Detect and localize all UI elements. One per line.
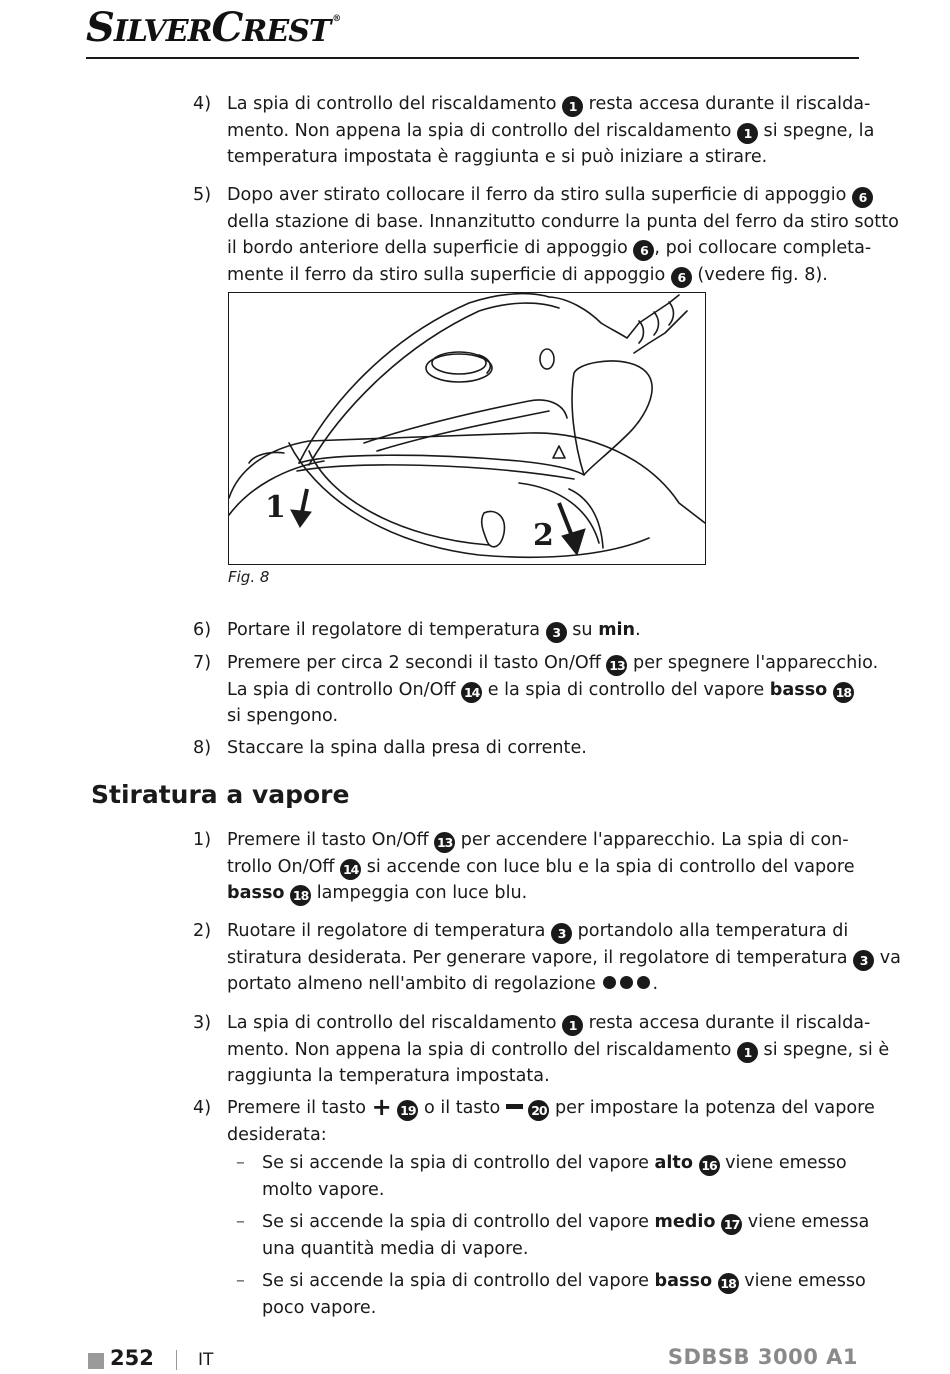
step-number: 1) [193, 830, 212, 850]
figure-caption: Fig. 8 [228, 568, 270, 586]
badge-1: 1 [737, 123, 758, 144]
step-number: 8) [193, 738, 212, 758]
logo-text: REST [242, 14, 331, 49]
badge-13: 13 [606, 655, 627, 676]
badge-1: 1 [562, 96, 583, 117]
step-text: Premere il tasto + 19 o il tasto 20 per impostare la potenza del vapore desiderata: [227, 1093, 875, 1145]
section-title: Stiratura a vapore [91, 780, 350, 809]
step-number: 4) [193, 1098, 212, 1118]
page-number: 252 [110, 1346, 154, 1370]
badge-16: 16 [699, 1155, 720, 1176]
logo-text: ILVER [113, 14, 212, 49]
step-text: La spia di controllo del riscaldamento 1 resta accesa durante il riscalda- mento. Non appena la spia di controllo del riscaldamento 1 si spegne, la temperatura impostata è raggiunta e si può iniziare a stirare. [227, 94, 875, 167]
badge-6: 6 [633, 240, 654, 261]
dash-bullet: – [236, 1153, 245, 1173]
logo-letter: C [211, 4, 243, 51]
registered-mark: ® [332, 14, 341, 24]
dash-bullet: – [236, 1271, 245, 1291]
badge-18: 18 [718, 1273, 739, 1294]
step-text: Portare il regolatore di temperatura 3 su min. [227, 617, 862, 644]
figure-iron-placement [228, 292, 706, 565]
badge-1: 1 [562, 1015, 583, 1036]
step-number: 4) [193, 94, 212, 114]
plus-icon: + [371, 1093, 392, 1121]
sub-item-text: Se si accende la spia di controllo del vapore medio 17 viene emessa una quantità media di vapore. [262, 1212, 870, 1259]
step-text: Premere il tasto On/Off 13 per accendere l'apparecchio. La spia di con- trollo On/Off 14 si accende con luce blu e la spia di controllo del vapore basso 18 lampeggia con luce blu. [227, 827, 862, 907]
badge-13: 13 [434, 832, 455, 853]
badge-20: 20 [528, 1100, 549, 1121]
badge-18: 18 [290, 885, 311, 906]
step-number: 3) [193, 1013, 212, 1033]
badge-6: 6 [852, 187, 873, 208]
logo-letter: S [86, 4, 114, 51]
badge-3: 3 [546, 622, 567, 643]
badge-3: 3 [551, 923, 572, 944]
header-rule [86, 57, 859, 59]
step-text: La spia di controllo del riscaldamento 1 resta accesa durante il riscalda- mento. Non appena la spia di controllo del riscaldamento 1 si spegne, si è raggiunta la temperatura impostata. [227, 1013, 890, 1086]
step-text: Premere per circa 2 secondi il tasto On/Off 13 per spegnere l'apparecchio. La spia di controllo On/Off 14 e la spia di controllo del vapore basso 18 si spengono. [227, 653, 879, 726]
badge-19: 19 [397, 1100, 418, 1121]
step-number: 5) [193, 185, 212, 205]
arrow-label-2: 2 [533, 518, 554, 553]
badge-1: 1 [737, 1042, 758, 1063]
step-text: Staccare la spina dalla presa di corrente. [227, 738, 587, 758]
step-number: 6) [193, 620, 212, 640]
footer-divider [176, 1350, 177, 1370]
badge-18: 18 [833, 682, 854, 703]
footer-square-icon [88, 1353, 104, 1369]
minus-icon [506, 1104, 523, 1109]
dash-bullet: – [236, 1212, 245, 1232]
badge-3: 3 [853, 950, 874, 971]
step-text: Dopo aver stirato collocare il ferro da stiro sulla superficie di appoggio 6 della stazione di base. Innanzitutto condurre la punta del ferro da stiro sotto il bordo anteriore della superficie di appoggio 6 , poi collocare completa- mente il ferro da stiro sulla superficie di appoggio 6 (vedere fig. 8). [227, 182, 862, 288]
model-number: SDBSB 3000 A1 [667, 1345, 858, 1369]
sub-item-text: Se si accende la spia di controllo del vapore basso 18 viene emesso poco vapore. [262, 1271, 866, 1318]
iron-illustration [229, 293, 705, 564]
step-number: 7) [193, 653, 212, 673]
step-text: Ruotare il regolatore di temperatura 3 portandolo alla temperatura di stiratura desiderata. Per generare vapore, il regolatore di temperatura 3 va portato almeno nell'ambito di regolazione . [227, 918, 862, 998]
step-number: 2) [193, 921, 212, 941]
arrow-label-1: 1 [265, 490, 286, 525]
badge-14: 14 [340, 859, 361, 880]
heat-level-dots-icon [601, 971, 652, 998]
badge-6: 6 [671, 267, 692, 288]
sub-item-text: Se si accende la spia di controllo del vapore alto 16 viene emesso molto vapore. [262, 1153, 847, 1200]
badge-14: 14 [461, 682, 482, 703]
language-code: IT [198, 1350, 214, 1370]
badge-17: 17 [721, 1214, 742, 1235]
brand-logo [86, 4, 341, 51]
